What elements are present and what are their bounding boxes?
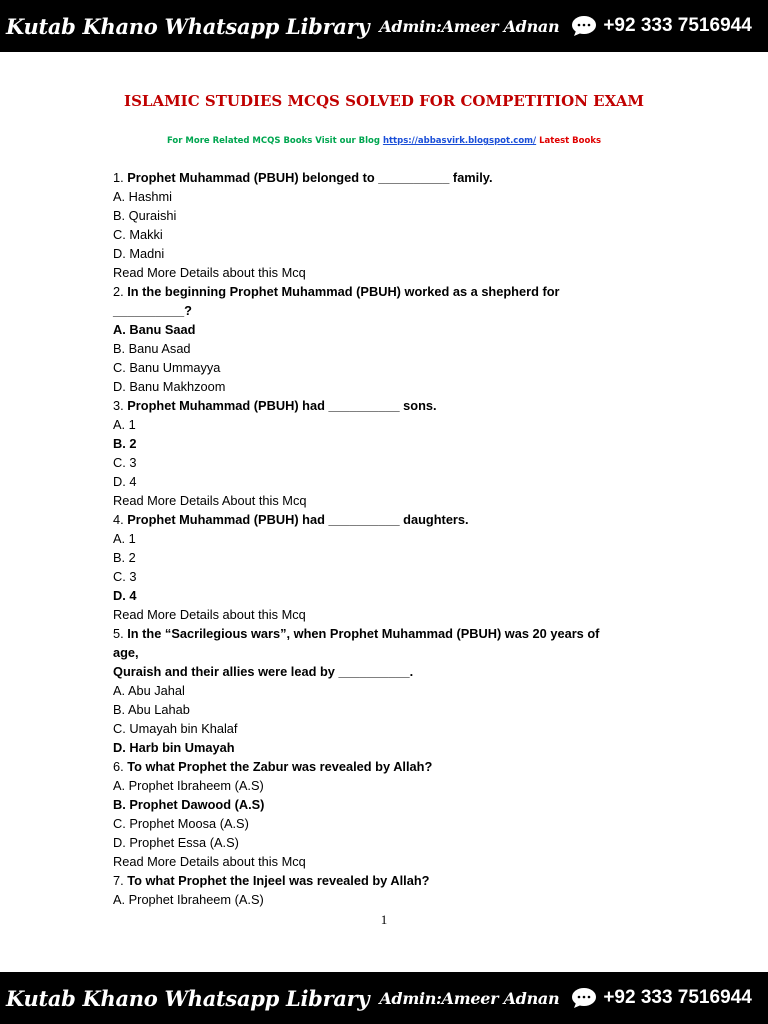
banner-library-name: Kutab Khano Whatsapp Library [6, 985, 370, 1011]
question-text: B. 2 [113, 436, 137, 451]
read-more-link[interactable]: Read More Details about this Mcq [113, 607, 306, 622]
question-text: __________? [113, 303, 192, 318]
answer-option: A. Hashmi [113, 189, 173, 204]
question-line [113, 510, 673, 529]
answer-option: A. 1 [113, 417, 136, 432]
question-text: B. Prophet Dawood (A.S) [113, 797, 265, 812]
answer-option: B. 2 [113, 550, 136, 565]
question-line [113, 871, 673, 890]
answer-option: B. Abu Lahab [113, 702, 190, 717]
question-text: Prophet Muhammad (PBUH) had __________ daughters. [123, 512, 469, 527]
question-text: A. Banu Saad [113, 322, 196, 337]
page-number: 1 [380, 912, 388, 927]
question-line [113, 301, 673, 320]
read-more-link[interactable]: Read More Details about this Mcq [113, 854, 306, 869]
question-text: Quraish and their allies were lead by __________. [113, 664, 414, 679]
question-line [113, 168, 673, 187]
question-number: 3. [113, 398, 124, 413]
question-text: Prophet Muhammad (PBUH) had __________ sons. [123, 398, 437, 413]
answer-option: B. Quraishi [113, 208, 177, 223]
banner-admin: Admin:Ameer Adnan [379, 16, 560, 36]
question-line [113, 738, 673, 757]
banner-library-name: Kutab Khano Whatsapp Library [6, 13, 370, 39]
question-line [113, 586, 673, 605]
top-banner [0, 0, 768, 52]
question-text: To what Prophet the Zabur was revealed by Allah? [123, 759, 433, 774]
bottom-banner [0, 972, 768, 1024]
answer-option: D. Banu Makhzoom [113, 379, 226, 394]
answer-option: C. 3 [113, 455, 137, 470]
question-text: Prophet Muhammad (PBUH) belonged to __________ family. [123, 170, 493, 185]
question-number: 1. [113, 170, 124, 185]
blog-subtitle [0, 136, 768, 146]
question-text: age, [113, 645, 139, 660]
question-text: D. 4 [113, 588, 137, 603]
question-line [113, 662, 673, 681]
read-more-link[interactable]: Read More Details about this Mcq [113, 265, 306, 280]
question-number: 4. [113, 512, 124, 527]
subtitle-prefix: For More Related MCQS Books Visit our Blog [166, 136, 380, 146]
answer-option: C. Makki [113, 227, 163, 242]
question-text: D. Harb bin Umayah [113, 740, 235, 755]
document-title: ISLAMIC STUDIES MCQS SOLVED FOR COMPETITION EXAM [124, 92, 644, 110]
question-text: In the beginning Prophet Muhammad (PBUH) worked as a shepherd for [123, 284, 560, 299]
question-line [113, 320, 673, 339]
question-number: 6. [113, 759, 124, 774]
question-line [113, 757, 673, 776]
answer-option: D. Madni [113, 246, 165, 261]
banner-phone: +92 333 7516944 [603, 987, 752, 1008]
answer-option: B. Banu Asad [113, 341, 191, 356]
question-number: 5. [113, 626, 124, 641]
question-line [113, 396, 673, 415]
answer-option: A. Abu Jahal [113, 683, 185, 698]
answer-option: C. Prophet Moosa (A.S) [113, 816, 249, 831]
answer-option: C. Banu Ummayya [113, 360, 221, 375]
question-line [113, 624, 673, 643]
question-number: 7. [113, 873, 124, 888]
question-line [113, 282, 673, 301]
question-line [113, 795, 673, 814]
whatsapp-chat-icon [571, 15, 597, 37]
banner-admin: Admin:Ameer Adnan [379, 988, 560, 1008]
answer-option: A. 1 [113, 531, 136, 546]
answer-option: A. Prophet Ibraheem (A.S) [113, 778, 264, 793]
question-text: In the “Sacrilegious wars”, when Prophet Muhammad (PBUH) was 20 years of [123, 626, 600, 641]
question-text: To what Prophet the Injeel was revealed by Allah? [123, 873, 430, 888]
question-number: 2. [113, 284, 124, 299]
answer-option: C. Umayah bin Khalaf [113, 721, 238, 736]
answer-option: D. Prophet Essa (A.S) [113, 835, 239, 850]
blog-link[interactable]: https://abbasvirk.blogspot.com/ [382, 136, 537, 146]
question-line [113, 434, 673, 453]
mcq-list [113, 168, 673, 909]
answer-option: A. Prophet Ibraheem (A.S) [113, 892, 264, 907]
whatsapp-chat-icon [571, 987, 597, 1009]
answer-option: C. 3 [113, 569, 137, 584]
answer-option: D. 4 [113, 474, 137, 489]
read-more-link[interactable]: Read More Details About this Mcq [113, 493, 307, 508]
latest-books-link[interactable]: Latest Books [539, 136, 602, 146]
banner-phone: +92 333 7516944 [603, 15, 752, 36]
question-line [113, 643, 673, 662]
